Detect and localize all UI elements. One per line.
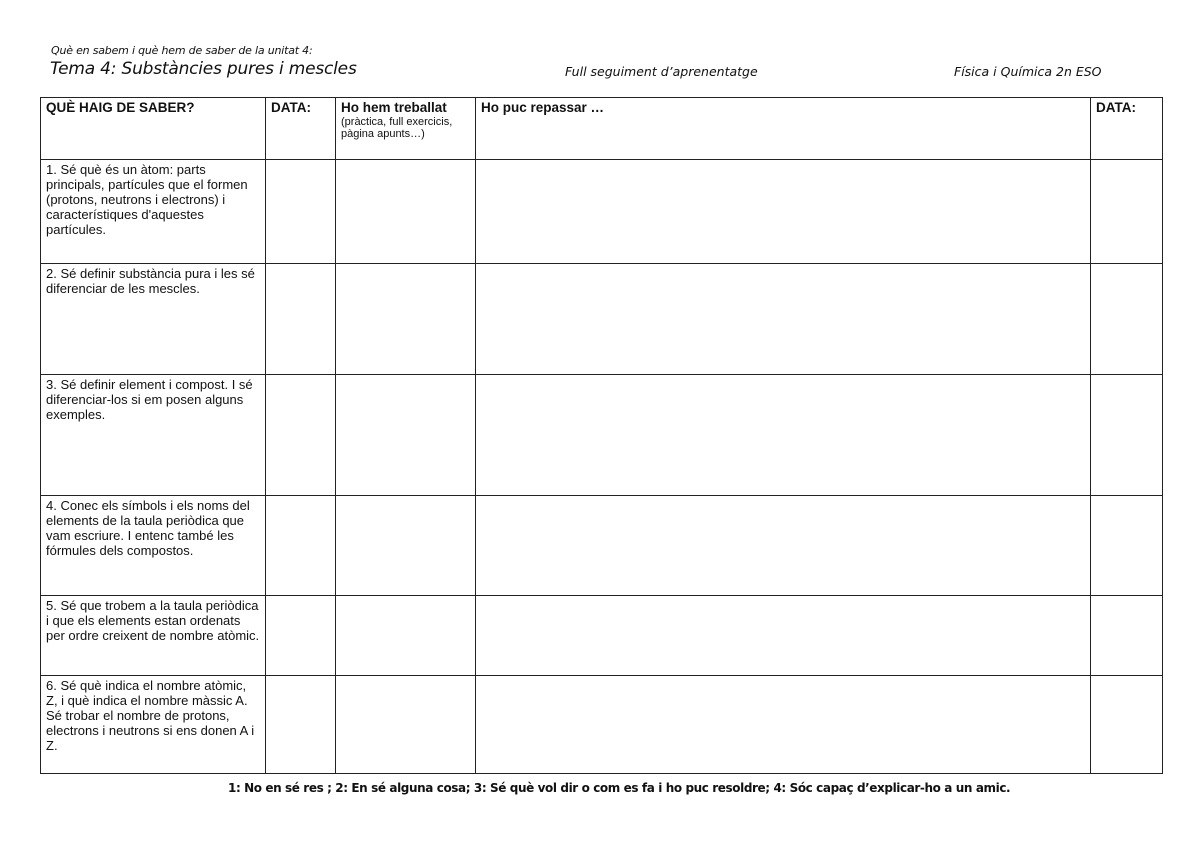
course-name: Física i Química 2n ESO	[954, 64, 1102, 79]
unit-subtitle: Què en sabem i què hem de saber de la unitat 4:	[51, 44, 313, 57]
table-row	[41, 496, 1163, 596]
row-6-worked-on[interactable]	[336, 676, 476, 774]
row-1-date-2[interactable]	[1091, 160, 1163, 264]
row-3-objective: 3. Sé definir element i compost. I sé diferenciar-los si em posen alguns exemples.	[41, 375, 266, 496]
header-can-review: Ho puc repassar …	[476, 98, 1091, 160]
row-1-date-1[interactable]	[266, 160, 336, 264]
row-4-date-2[interactable]	[1091, 496, 1163, 596]
row-3-date-1[interactable]	[266, 375, 336, 496]
header-date-2: DATA:	[1091, 98, 1163, 160]
row-4-objective: 4. Conec els símbols i els noms del elements de la taula periòdica que vam escriure. I entenc també les fórmules dels compostos.	[41, 496, 266, 596]
row-2-can-review[interactable]	[476, 264, 1091, 375]
rating-legend: 1: No en sé res ; 2: En sé alguna cosa; 3: Sé què vol dir o com es fa i ho puc resoldre; 4: Sóc capaç d’explicar-ho a un amic.	[228, 781, 1011, 795]
row-3-worked-on[interactable]	[336, 375, 476, 496]
header-worked-on-label: Ho hem treballat	[341, 100, 447, 115]
row-4-worked-on[interactable]	[336, 496, 476, 596]
row-2-worked-on[interactable]	[336, 264, 476, 375]
table-row	[41, 375, 1163, 496]
header-what-to-know: QUÈ HAIG DE SABER?	[41, 98, 266, 160]
sheet-type: Full seguiment d’aprenentatge	[565, 64, 758, 79]
row-2-date-1[interactable]	[266, 264, 336, 375]
row-3-can-review[interactable]	[476, 375, 1091, 496]
row-5-can-review[interactable]	[476, 596, 1091, 676]
table-row	[41, 264, 1163, 375]
row-2-objective: 2. Sé definir substància pura i les sé diferenciar de les mescles.	[41, 264, 266, 375]
header-row	[41, 98, 1163, 160]
row-1-worked-on[interactable]	[336, 160, 476, 264]
row-5-date-2[interactable]	[1091, 596, 1163, 676]
learning-tracking-table	[40, 97, 1163, 774]
row-3-date-2[interactable]	[1091, 375, 1163, 496]
row-1-can-review[interactable]	[476, 160, 1091, 264]
table-row	[41, 596, 1163, 676]
header-date-1: DATA:	[266, 98, 336, 160]
table-row	[41, 676, 1163, 774]
row-5-worked-on[interactable]	[336, 596, 476, 676]
row-4-can-review[interactable]	[476, 496, 1091, 596]
row-5-date-1[interactable]	[266, 596, 336, 676]
row-2-date-2[interactable]	[1091, 264, 1163, 375]
row-6-date-2[interactable]	[1091, 676, 1163, 774]
row-6-objective: 6. Sé què indica el nombre atòmic, Z, i què indica el nombre màssic A. Sé trobar el nombre de protons, electrons i neutrons si ens donen A i Z.	[41, 676, 266, 774]
unit-title: Tema 4: Substàncies pures i mescles	[50, 59, 357, 79]
header-worked-on	[336, 98, 476, 160]
row-6-date-1[interactable]	[266, 676, 336, 774]
table-row	[41, 160, 1163, 264]
header-worked-on-note: (pràctica, full exercicis, pàgina apunts…)	[341, 116, 453, 140]
row-5-objective: 5. Sé que trobem a la taula periòdica i que els elements estan ordenats per ordre creixent de nombre atòmic.	[41, 596, 266, 676]
row-1-objective: 1. Sé què és un àtom: parts principals, partícules que el formen (protons, neutrons i electrons) i característiques d'aquestes partícules.	[41, 160, 266, 264]
row-6-can-review[interactable]	[476, 676, 1091, 774]
row-4-date-1[interactable]	[266, 496, 336, 596]
